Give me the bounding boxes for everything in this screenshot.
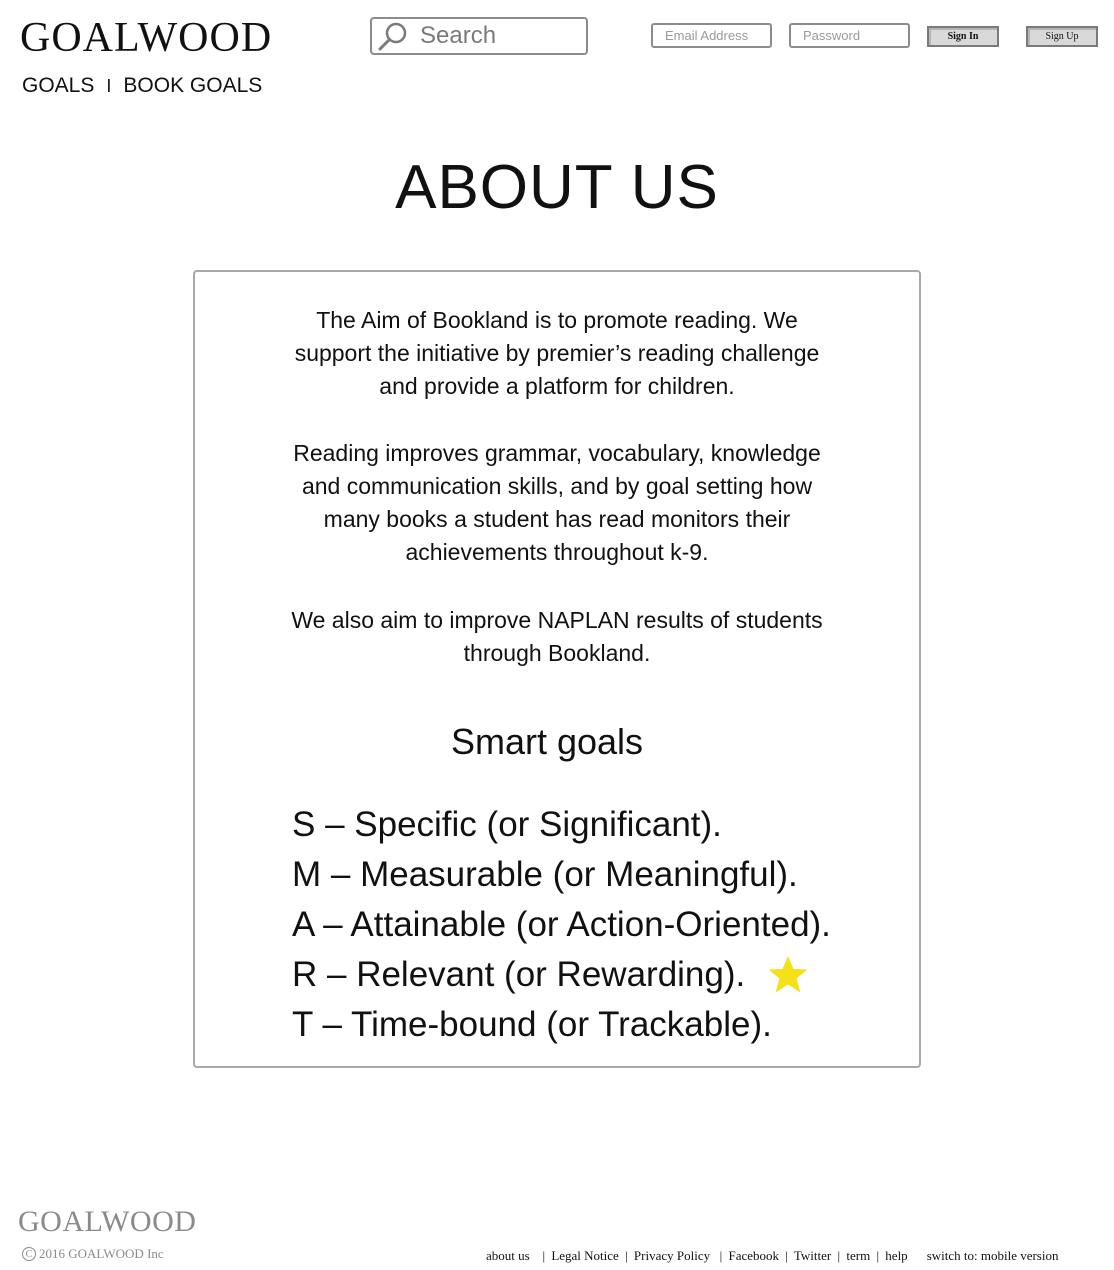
footer-divider: | — [625, 1248, 628, 1263]
site-logo[interactable]: GOALWOOD — [20, 15, 273, 61]
main-nav — [22, 74, 262, 98]
sign-up-button[interactable]: Sign Up — [1026, 26, 1098, 47]
nav-book-goals[interactable]: BOOK GOALS — [123, 74, 263, 97]
paragraph-line: achievements throughout k-9. — [405, 539, 709, 565]
footer-link-twitter[interactable]: Twitter — [793, 1248, 832, 1263]
smart-goal-item — [292, 950, 831, 1000]
paragraph-line: and provide a platform for children. — [379, 373, 735, 399]
footer-links — [486, 1248, 1058, 1264]
nav-separator: I — [106, 75, 112, 96]
about-card — [193, 270, 921, 1068]
smart-goal-item — [292, 1000, 831, 1050]
smart-goal-text: R – Relevant (or Rewarding). — [292, 955, 746, 994]
paragraph-line: through Bookland. — [463, 640, 651, 666]
star-icon — [767, 954, 809, 996]
footer-divider: | — [716, 1248, 723, 1263]
footer-link-mobile-version[interactable]: switch to: mobile version — [926, 1248, 1059, 1263]
paragraph-line: support the initiative by premier’s reading challenge — [294, 340, 820, 366]
smart-goal-text: A – Attainable (or Action-Oriented). — [292, 905, 831, 944]
footer-logo[interactable]: GOALWOOD — [18, 1205, 197, 1238]
footer-spacer — [914, 1248, 921, 1263]
footer-link-facebook[interactable]: Facebook — [728, 1248, 780, 1263]
smart-goal-text: T – Time-bound (or Trackable). — [292, 1005, 772, 1044]
smart-goal-item — [292, 900, 831, 950]
paragraph-line: We also aim to improve NAPLAN results of students — [291, 607, 823, 633]
footer-link-legal-notice[interactable]: Legal Notice — [551, 1248, 619, 1263]
copyright — [22, 1246, 164, 1262]
about-paragraph-reading — [195, 437, 919, 569]
paragraph-line: Reading improves grammar, vocabulary, knowledge — [293, 440, 821, 466]
footer-divider: | — [876, 1248, 880, 1263]
footer-divider: | — [785, 1248, 788, 1263]
smart-goal-text: S – Specific (or Significant). — [292, 805, 722, 844]
about-paragraph-naplan — [195, 604, 919, 670]
copyright-text: 2016 GOALWOOD Inc — [39, 1246, 164, 1261]
paragraph-line: and communication skills, and by goal setting how — [301, 473, 813, 499]
footer-divider: | — [837, 1248, 841, 1263]
search-icon[interactable] — [376, 19, 410, 53]
smart-goal-item — [292, 850, 831, 900]
password-field[interactable] — [789, 23, 910, 48]
search-box[interactable] — [370, 17, 588, 55]
smart-goals-heading: Smart goals — [450, 721, 644, 762]
smart-goals-list — [292, 800, 831, 1050]
footer-link-about-us[interactable]: about us — [486, 1248, 530, 1263]
smart-goal-item — [292, 800, 831, 850]
footer-divider: | — [535, 1248, 546, 1263]
search-input[interactable] — [418, 21, 582, 51]
footer-link-privacy-policy[interactable]: Privacy Policy — [633, 1248, 711, 1263]
footer-link-term[interactable]: term — [846, 1248, 871, 1263]
paragraph-line: many books a student has read monitors their — [323, 506, 791, 532]
about-paragraph-aim — [195, 304, 919, 403]
sign-in-button[interactable]: Sign In — [927, 26, 999, 47]
page-title: ABOUT US — [395, 153, 719, 222]
footer-link-help[interactable]: help — [885, 1248, 908, 1263]
copyright-icon: C — [22, 1247, 36, 1261]
nav-goals[interactable]: GOALS — [22, 74, 95, 97]
email-field[interactable] — [651, 23, 772, 48]
paragraph-line: The Aim of Bookland is to promote reading. We — [316, 307, 798, 333]
smart-goal-text: M – Measurable (or Meaningful). — [292, 855, 798, 894]
